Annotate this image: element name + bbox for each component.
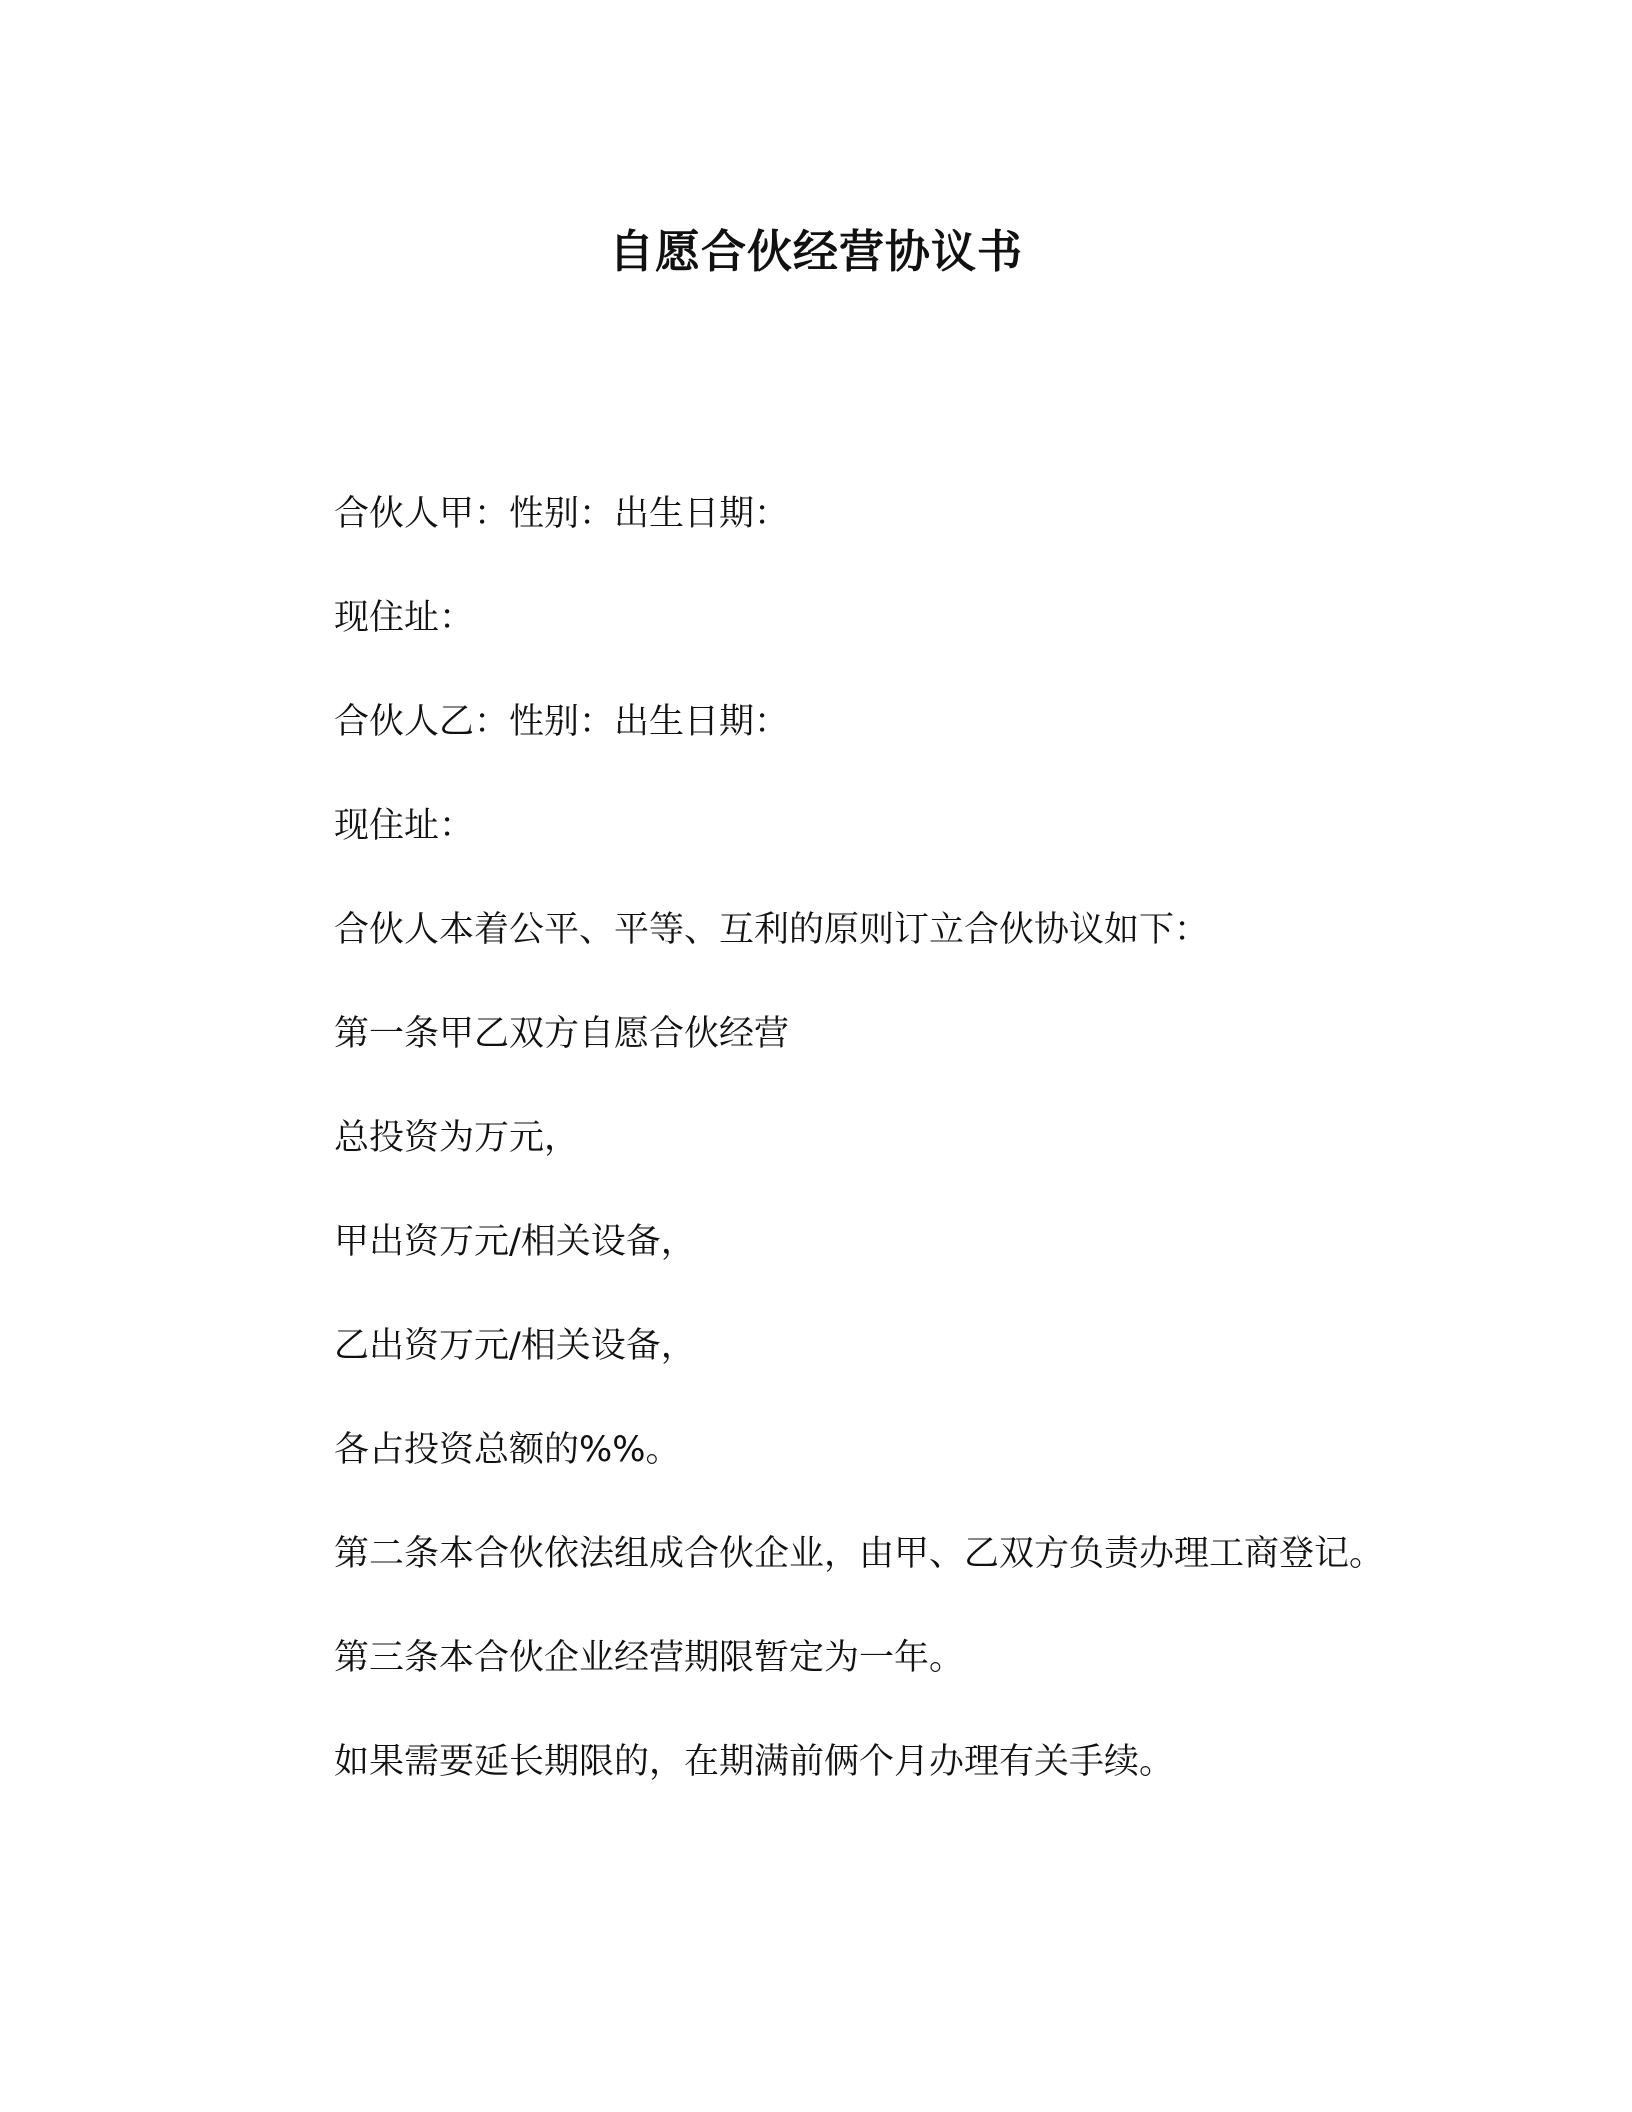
paragraph-investment-b: 乙出资万元/相关设备， [334, 1326, 696, 1366]
paragraph-article-1: 第一条甲乙双方自愿合伙经营 [334, 1014, 790, 1054]
paragraph-article-2: 第二条本合伙依法组成合伙企业，由甲、乙双方负责办理工商登记。 [334, 1534, 1385, 1574]
paragraph-address-a: 现住址： [334, 598, 475, 638]
paragraph-partner-b: 合伙人乙：性别：出生日期： [334, 702, 790, 742]
paragraph-investment-a: 甲出资万元/相关设备， [334, 1222, 696, 1262]
paragraph-extension: 如果需要延长期限的，在期满前俩个月办理有关手续。 [334, 1742, 1175, 1782]
paragraph-article-3: 第三条本合伙企业经营期限暂定为一年。 [334, 1638, 965, 1678]
paragraph-address-b: 现住址： [334, 806, 475, 846]
document-body [236, 490, 1396, 1842]
document-title: 自愿合伙经营协议书 [608, 225, 1023, 278]
paragraph-principle: 合伙人本着公平、平等、互利的原则订立合伙协议如下： [334, 910, 1210, 950]
paragraph-partner-a: 合伙人甲：性别：出生日期： [334, 494, 790, 534]
paragraph-share-ratio: 各占投资总额的%%。 [334, 1430, 681, 1470]
paragraph-total-investment: 总投资为万元， [334, 1118, 580, 1158]
